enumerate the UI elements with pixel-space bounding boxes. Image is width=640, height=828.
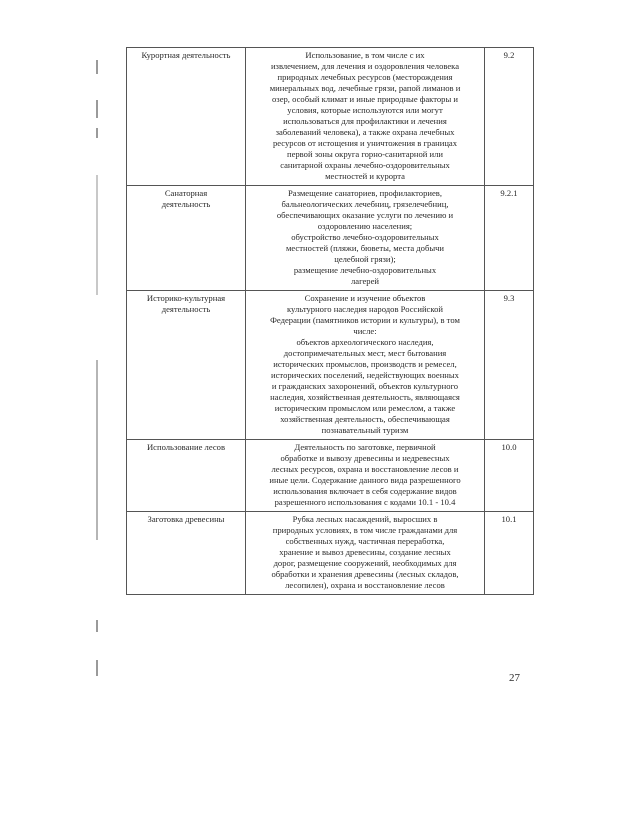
activity-code-cell: 9.3 [485,291,534,440]
activity-description-line: Рубка лесных насаждений, выросших в [292,514,438,524]
page-number: 27 [509,672,520,684]
activity-name-line: деятельность [161,199,211,209]
activity-name-line: Использование лесов [146,442,226,452]
activity-description-line: бальнеологических лечебниц, грязелечебниц, [281,199,449,209]
activity-description-line: местностей (пляжи, бюветы, места добычи [285,243,445,253]
activity-code-cell: 10.1 [485,512,534,595]
land-use-table [126,47,534,595]
activity-description-line: размещение лечебно-оздоровительных [293,265,437,275]
activity-description-line: использования включает в себя содержание видов [273,486,457,496]
activity-description-line: и гражданских захоронений, объектов культурного [271,381,459,391]
table-row [127,291,534,440]
activity-description-line: использоваться для профилактики и лечения [283,116,447,126]
activity-description-line: местностей и курорта [325,171,405,181]
activity-description-line: исторических промыслов, производств и ремесел, [273,359,457,369]
table-row [127,512,534,595]
activity-description-cell [246,512,485,595]
activity-name-cell [127,512,246,595]
activity-description-line: разрешенного использования с кодами 10.1 - 10.4 [274,497,456,507]
activity-description-line: заболеваний человека), а также охрана лечебных [275,127,455,137]
activity-description-line: Федерации (памятников истории и культуры), в том [270,315,460,325]
activity-description-line: обустройство лечебно-оздоровительных [291,232,439,242]
activity-name-line: Курортная деятельность [141,50,231,60]
activity-description-line: Сохранение и изучение объектов [304,293,426,303]
table-row [127,440,534,512]
table-row [127,186,534,291]
activity-description-line: познавательный туризм [321,425,409,435]
table-row [127,48,534,186]
activity-description-line: лагерей [350,276,380,286]
activity-description-line: обработки и хранения древесины (лесных складов, [271,569,459,579]
activity-description-line: первой зоны округа горно-санитарной или [286,149,444,159]
activity-description-line: иные цели. Содержание данного вида разрешенного [269,475,461,485]
activity-description-line: извлечением, для лечения и оздоровления человека [270,61,460,71]
activity-description-line: целебной грязи); [334,254,396,264]
activity-description-line: культурного наследия народов Российской [286,304,444,314]
activity-description-line: озер, особый климат и иные природные факторы и [272,94,458,104]
activity-description-line: дорог, размещение сооружений, необходимых для [273,558,457,568]
activity-description-line: Использование, в том числе с их [305,50,425,60]
activity-code-cell: 9.2.1 [485,186,534,291]
activity-description-line: природных лечебных ресурсов (месторождения [277,72,453,82]
activity-description-line: числе: [353,326,377,336]
activity-description-line: природных условиях, в том числе гражданами для [272,525,458,535]
activity-description-line: обеспечивающих оказание услуги по лечению и [276,210,454,220]
activity-name-cell [127,48,246,186]
activity-description-line: Размещение санаториев, профилакториев, [287,188,443,198]
activity-description-line: обработке и вывозу древесины и недревесных [280,453,450,463]
activity-description-line: Деятельность по заготовке, первичной [294,442,436,452]
activity-description-line: хранение и вывоз древесины, создание лесных [279,547,451,557]
activity-description-line: санитарной охраны лечебно-оздоровительных [280,160,450,170]
activity-name-cell [127,440,246,512]
table-body [127,48,534,595]
activity-description-line: ресурсов от истощения и уничтожения в границах [272,138,458,148]
activity-description-line: собственных нужд, частичная переработка, [285,536,445,546]
activity-name-line: Историко-культурная [146,293,226,303]
activity-description-cell [246,291,485,440]
activity-name-cell [127,291,246,440]
activity-description-line: хозяйственная деятельность, обеспечивающая [280,414,450,424]
activity-description-line: лесных ресурсов, охрана и восстановление лесов и [271,464,459,474]
activity-description-line: исторических поселений, недействующих военных [271,370,459,380]
activity-description-line: наследия, хозяйственная деятельность, являющаяся [270,392,460,402]
activity-code-cell: 10.0 [485,440,534,512]
activity-description-line: историческим промыслом или ремеслом, а также [274,403,456,413]
scan-artifact-marks [96,60,104,680]
activity-description-line: минеральных вод, лечебные грязи, рапой лиманов и [269,83,461,93]
activity-name-cell [127,186,246,291]
activity-name-line: Заготовка древесины [147,514,225,524]
activity-description-cell [246,440,485,512]
activity-description-line: условия, которые используются или могут [287,105,443,115]
activity-description-line: достопримечательных мест, мест бытования [283,348,447,358]
activity-description-line: оздоровлению населения; [317,221,413,231]
activity-description-line: лесопилен), охрана и восстановление лесов [285,580,445,590]
activity-name-line: деятельность [161,304,211,314]
activity-name-line: Санаторная [164,188,208,198]
activity-code-cell: 9.2 [485,48,534,186]
activity-description-cell [246,48,485,186]
activity-description-cell [246,186,485,291]
activity-description-line: объектов археологического наследия, [296,337,434,347]
